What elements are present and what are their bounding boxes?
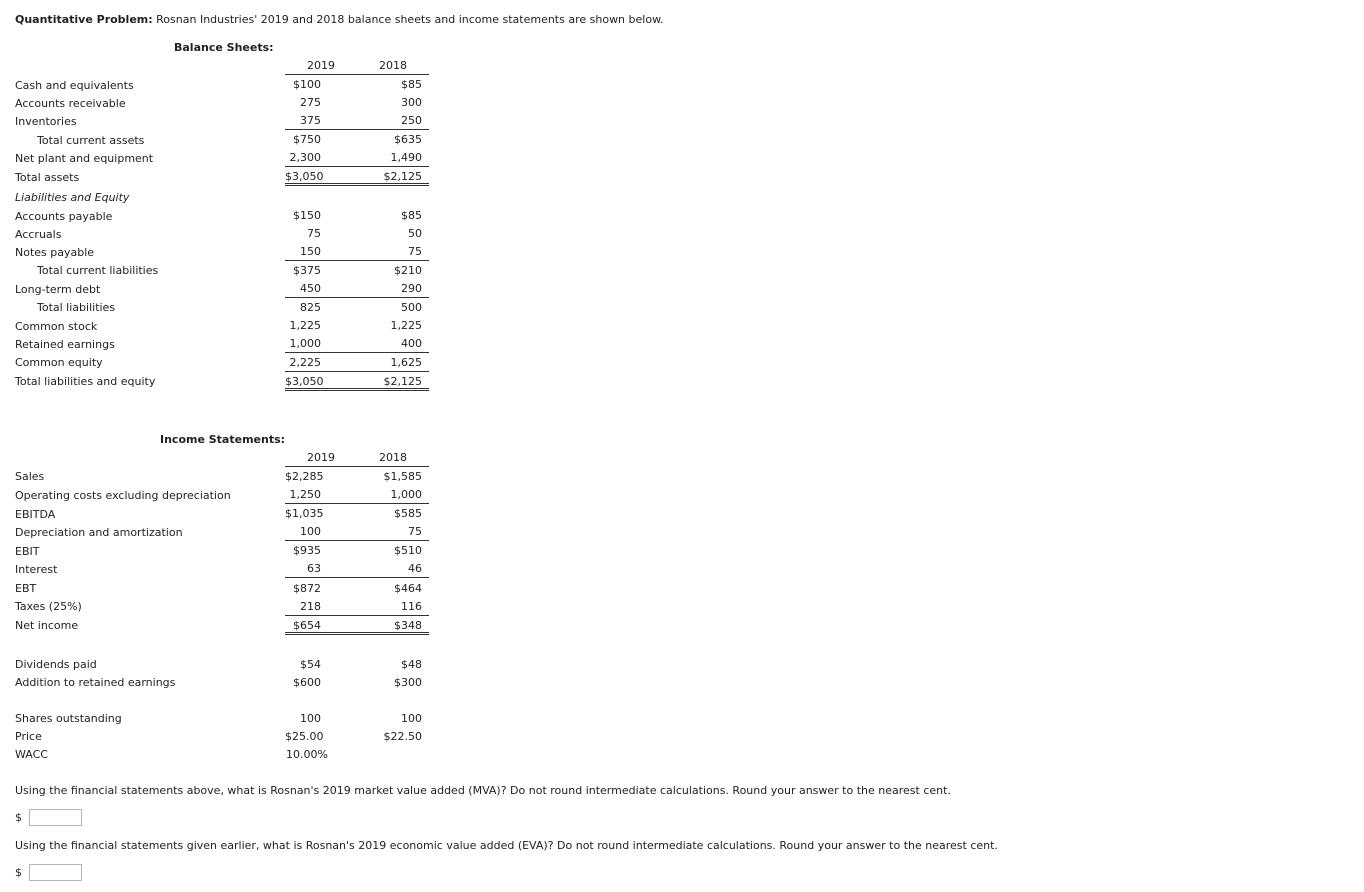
is-addition-retained-2018: $300: [394, 676, 422, 689]
is-label-operating-costs: Operating costs excluding depreciation: [15, 489, 231, 502]
bs-receivables-2018: 300: [401, 96, 422, 109]
bs-total-current-liabilities-2019: $375: [293, 264, 321, 277]
bs-total-liabilities-equity-2018: $2,125: [357, 373, 429, 391]
bs-retained-earnings-2019: 1,000: [285, 335, 357, 353]
bs-total-assets-2018: $2,125: [357, 168, 429, 186]
is-price-2018: $22.50: [383, 730, 422, 743]
bs-net-plant-2018: 1,490: [357, 149, 429, 167]
bs-inventories-2018: 250: [357, 112, 429, 130]
eva-currency-symbol: $: [15, 866, 22, 879]
is-shares-2018: 100: [401, 712, 422, 725]
bs-cash-2018: $85: [401, 78, 422, 91]
bs-label-total-assets: Total assets: [15, 171, 80, 184]
is-ebit-2019: $935: [293, 544, 321, 557]
is-label-shares: Shares outstanding: [15, 712, 122, 725]
bs-label-retained-earnings: Retained earnings: [15, 338, 115, 351]
is-dividends-2019: $54: [300, 658, 321, 671]
is-ebitda-2019: $1,035: [285, 507, 324, 520]
is-ebit-2018: $510: [394, 544, 422, 557]
bs-total-assets-2019: $3,050: [285, 168, 357, 186]
bs-label-total-liabilities-equity: Total liabilities and equity: [15, 375, 156, 388]
bs-label-total-liabilities: Total liabilities: [37, 301, 116, 314]
bs-total-current-assets-2019: $750: [293, 133, 321, 146]
bs-label-accruals: Accruals: [15, 228, 62, 241]
bs-label-cash: Cash and equivalents: [15, 79, 134, 92]
is-label-addition-retained: Addition to retained earnings: [15, 676, 176, 689]
bs-label-long-term-debt: Long-term debt: [15, 283, 101, 296]
is-ebt-2019: $872: [293, 582, 321, 595]
is-ebitda-2018: $585: [394, 507, 422, 520]
bs-notes-payable-2018: 75: [357, 243, 429, 261]
is-label-wacc: WACC: [15, 748, 48, 761]
bs-long-term-debt-2019: 450: [285, 280, 357, 298]
is-interest-2018: 46: [357, 560, 429, 578]
is-shares-2019: 100: [300, 712, 321, 725]
is-taxes-2018: 116: [357, 598, 429, 616]
bs-label-total-current-liabilities: Total current liabilities: [37, 264, 159, 277]
bs-label-total-current-assets: Total current assets: [37, 134, 145, 147]
bs-accounts-payable-2018: $85: [401, 209, 422, 222]
is-operating-costs-2019: 1,250: [285, 486, 357, 504]
bs-total-liabilities-2019: 825: [300, 301, 321, 314]
is-operating-costs-2018: 1,000: [357, 486, 429, 504]
bs-common-stock-2018: 1,225: [390, 319, 422, 332]
is-net-income-2019: $654: [285, 617, 357, 635]
is-sales-2018: $1,585: [383, 470, 422, 483]
is-label-ebit: EBIT: [15, 545, 40, 558]
balance-col-2019: 2019: [285, 57, 357, 75]
bs-label-net-plant: Net plant and equipment: [15, 152, 154, 165]
bs-net-plant-2019: 2,300: [285, 149, 357, 167]
is-label-taxes: Taxes (25%): [15, 600, 82, 613]
eva-answer-input[interactable]: [29, 864, 82, 881]
is-label-ebt: EBT: [15, 582, 37, 595]
is-label-dividends: Dividends paid: [15, 658, 97, 671]
is-depreciation-2019: 100: [285, 523, 357, 541]
mva-currency-symbol: $: [15, 811, 22, 824]
income-col-2018: 2018: [357, 449, 429, 467]
bs-receivables-2019: 275: [300, 96, 321, 109]
bs-label-accounts-payable: Accounts payable: [15, 210, 113, 223]
problem-intro: [15, 13, 664, 26]
mva-answer-input[interactable]: [29, 809, 82, 826]
bs-label-common-equity: Common equity: [15, 356, 103, 369]
bs-accruals-2018: 50: [408, 227, 422, 240]
bs-inventories-2019: 375: [285, 112, 357, 130]
bs-label-liabilities-equity: Liabilities and Equity: [15, 191, 130, 204]
is-interest-2019: 63: [285, 560, 357, 578]
bs-notes-payable-2019: 150: [285, 243, 357, 261]
is-depreciation-2018: 75: [357, 523, 429, 541]
income-statement-title: Income Statements:: [160, 433, 286, 446]
is-label-net-income: Net income: [15, 619, 79, 632]
is-ebt-2018: $464: [394, 582, 422, 595]
bs-total-current-assets-2018: $635: [394, 133, 422, 146]
bs-long-term-debt-2018: 290: [357, 280, 429, 298]
bs-label-receivables: Accounts receivable: [15, 97, 126, 110]
is-price-2019: $25.00: [285, 730, 324, 743]
is-wacc-2019: 10.00%: [286, 748, 328, 761]
bs-label-notes-payable: Notes payable: [15, 246, 95, 259]
balance-sheet-title: Balance Sheets:: [174, 41, 274, 54]
problem-label: Quantitative Problem:: [15, 13, 153, 26]
is-label-price: Price: [15, 730, 42, 743]
balance-col-2018: 2018: [357, 57, 429, 75]
income-col-2019: 2019: [285, 449, 357, 467]
bs-label-inventories: Inventories: [15, 115, 77, 128]
is-addition-retained-2019: $600: [293, 676, 321, 689]
bs-total-liabilities-2018: 500: [401, 301, 422, 314]
is-sales-2019: $2,285: [285, 470, 324, 483]
bs-retained-earnings-2018: 400: [357, 335, 429, 353]
is-label-ebitda: EBITDA: [15, 508, 56, 521]
bs-common-equity-2019: 2,225: [285, 354, 357, 372]
is-net-income-2018: $348: [357, 617, 429, 635]
bs-accounts-payable-2019: $150: [293, 209, 321, 222]
is-label-interest: Interest: [15, 563, 58, 576]
bs-total-current-liabilities-2018: $210: [394, 264, 422, 277]
bs-common-stock-2019: 1,225: [289, 319, 321, 332]
mva-question: Using the financial statements above, what is Rosnan's 2019 market value added (MVA)? Do not round intermediate calculations. Round your answer to the nearest cent.: [15, 784, 951, 797]
problem-text: Rosnan Industries' 2019 and 2018 balance sheets and income statements are shown below.: [152, 13, 664, 26]
bs-common-equity-2018: 1,625: [357, 354, 429, 372]
eva-question: Using the financial statements given earlier, what is Rosnan's 2019 economic value added (EVA)? Do not round intermediate calculations. Round your answer to the nearest cent.: [15, 839, 998, 852]
bs-accruals-2019: 75: [307, 227, 321, 240]
is-dividends-2018: $48: [401, 658, 422, 671]
is-taxes-2019: 218: [285, 598, 357, 616]
is-label-sales: Sales: [15, 470, 45, 483]
bs-cash-2019: $100: [293, 78, 321, 91]
bs-label-common-stock: Common stock: [15, 320, 98, 333]
bs-total-liabilities-equity-2019: $3,050: [285, 373, 357, 391]
is-label-depreciation: Depreciation and amortization: [15, 526, 183, 539]
